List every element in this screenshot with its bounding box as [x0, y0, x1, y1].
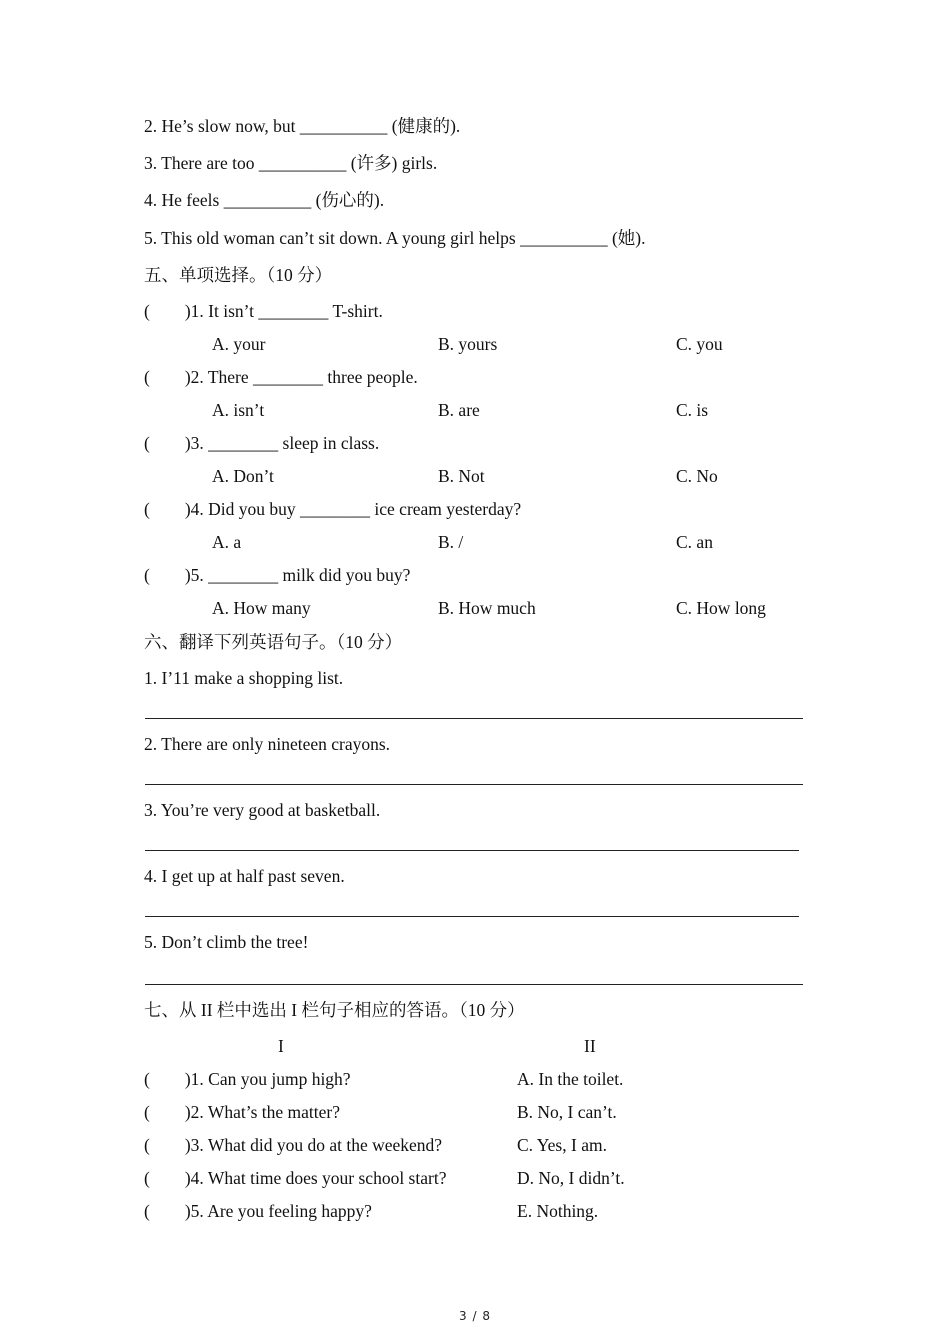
answer-line-2 [145, 784, 803, 785]
mc-option-5b: B. How much [438, 598, 536, 618]
mc-option-2b: B. are [438, 400, 480, 420]
mc-option-3c: C. No [676, 466, 718, 486]
mc-question-3: ( )3. ________ sleep in class. [144, 433, 380, 453]
translation-sentence-5: 5. Don’t climb the tree! [144, 932, 309, 952]
mc-question-5: ( )5. ________ milk did you buy? [144, 565, 411, 585]
column-header-ii: II [584, 1036, 596, 1056]
mc-option-5c: C. How long [676, 598, 766, 618]
page-number: 3 / 8 [459, 1309, 491, 1323]
translation-sentence-1: 1. I’11 make a shopping list. [144, 668, 344, 688]
section5-heading: 五、单项选择。（10 分） [144, 265, 333, 285]
mc-option-3a: A. Don’t [212, 466, 274, 486]
mc-question-4: ( )4. Did you buy ________ ice cream yesterday? [144, 499, 522, 519]
mc-option-3b: B. Not [438, 466, 485, 486]
answer-line-4 [145, 916, 799, 917]
fill-in-item-3: 3. There are too __________ (许多) girls. [144, 153, 438, 173]
section7-heading: 七、从 II 栏中选出 I 栏句子相应的答语。（10 分） [144, 1000, 525, 1020]
answer-line-1 [145, 718, 803, 719]
fill-in-item-5: 5. This old woman can’t sit down. A young girl helps __________ (她). [144, 228, 646, 248]
answer-line-5 [145, 984, 803, 985]
column-header-i: I [278, 1036, 284, 1056]
mc-option-1c: C. you [676, 334, 723, 354]
mc-option-1b: B. yours [438, 334, 498, 354]
mc-option-2a: A. isn’t [212, 400, 265, 420]
mc-option-1a: A. your [212, 334, 266, 354]
match-question-4: ( )4. What time does your school start? [144, 1168, 447, 1188]
mc-option-4a: A. a [212, 532, 242, 552]
match-question-1: ( )1. Can you jump high? [144, 1069, 351, 1089]
match-answer-a: A. In the toilet. [517, 1069, 624, 1089]
match-answer-d: D. No, I didn’t. [517, 1168, 625, 1188]
section6-heading: 六、翻译下列英语句子。（10 分） [144, 632, 403, 652]
mc-option-4b: B. / [438, 532, 464, 552]
translation-sentence-4: 4. I get up at half past seven. [144, 866, 345, 886]
translation-sentence-2: 2. There are only nineteen crayons. [144, 734, 391, 754]
fill-in-item-2: 2. He’s slow now, but __________ (健康的). [144, 116, 461, 136]
match-question-3: ( )3. What did you do at the weekend? [144, 1135, 443, 1155]
translation-sentence-3: 3. You’re very good at basketball. [144, 800, 381, 820]
answer-line-3 [145, 850, 799, 851]
match-answer-b: B. No, I can’t. [517, 1102, 617, 1122]
mc-question-2: ( )2. There ________ three people. [144, 367, 418, 387]
match-answer-c: C. Yes, I am. [517, 1135, 607, 1155]
mc-option-5a: A. How many [212, 598, 311, 618]
match-answer-e: E. Nothing. [517, 1201, 599, 1221]
fill-in-item-4: 4. He feels __________ (伤心的). [144, 190, 385, 210]
match-question-5: ( )5. Are you feeling happy? [144, 1201, 372, 1221]
mc-option-4c: C. an [676, 532, 713, 552]
mc-question-1: ( )1. It isn’t ________ T-shirt. [144, 301, 383, 321]
mc-option-2c: C. is [676, 400, 709, 420]
match-question-2: ( )2. What’s the matter? [144, 1102, 341, 1122]
